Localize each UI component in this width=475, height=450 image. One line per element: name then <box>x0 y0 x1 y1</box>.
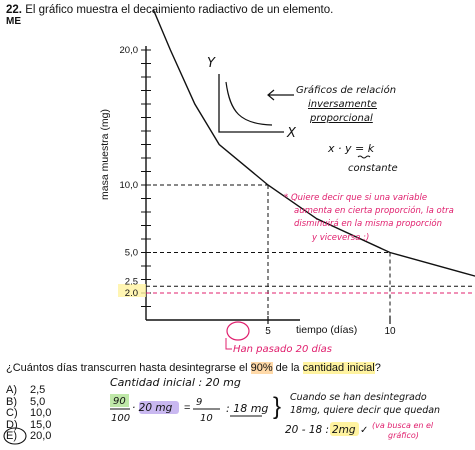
graph-type-line-3: proporcional <box>310 113 373 124</box>
x-axis-label: tiempo (días) <box>296 324 358 336</box>
option-letter: C) <box>6 407 18 419</box>
prompt-before: ¿Cuántos días transcurren hasta desintegrarse el <box>6 362 251 374</box>
mini-curve <box>226 82 272 125</box>
eq-den: 10 <box>200 413 213 424</box>
option-letter: A) <box>6 384 17 396</box>
circle-20 <box>227 322 249 340</box>
y-tick-label: 2.0 <box>124 288 138 299</box>
y-tick-label: 10,0 <box>119 180 138 191</box>
search-note-2: gráfico) <box>388 431 419 440</box>
eq-result: : 18 mg <box>226 402 269 415</box>
option-value: 5,0 <box>30 395 46 408</box>
meaning-line-4: y viceversa :) <box>312 233 370 243</box>
y-axis-label: masa muestra (mg) <box>99 108 111 200</box>
option-letter: E) <box>6 430 17 442</box>
explain-line-2: 18mg, quiere decir que quedan <box>290 405 441 416</box>
decay-curve <box>153 10 475 303</box>
constant-label: constante <box>348 163 398 174</box>
graph-type-line-1: Gráficos de relación <box>296 85 397 96</box>
prompt-highlight: cantidad inicial <box>302 362 375 374</box>
mini-arrow <box>268 90 294 100</box>
meaning-line-3: disminuirá en la misma proporción <box>294 219 443 229</box>
question-number: 22. <box>6 4 22 16</box>
option-value: 2,5 <box>30 384 46 396</box>
option-value: 15,0 <box>30 418 52 431</box>
option-letter: D) <box>6 418 18 431</box>
subtraction: 20 - 18 : <box>285 424 330 436</box>
search-note-1: (va busca en el <box>372 421 434 430</box>
equals-1: = <box>184 402 191 414</box>
explain-line-1: Cuando se han desintegrado <box>290 392 427 403</box>
check-mark: ✓ <box>360 425 369 436</box>
mini-axis-y: Y <box>207 56 215 71</box>
x-tick-label: 10 <box>384 326 396 337</box>
meaning-line-2: aumenta en cierta proporción, la otra <box>294 206 454 216</box>
x-tick-label: 5 <box>265 326 271 337</box>
eq-num: 9 <box>196 397 203 408</box>
answer-e-circle <box>4 428 26 444</box>
days-passed-note: Han pasado 20 días <box>233 344 332 355</box>
times-mg: · 20 mg <box>132 402 173 414</box>
initial-amount: Cantidad inicial : 20 mg <box>110 376 241 389</box>
frac-num: 90 <box>113 396 126 407</box>
mini-axis-x: X <box>287 126 296 141</box>
prompt-mid: de la <box>272 362 303 374</box>
pink-arrow-line <box>226 338 232 349</box>
remaining: 2mg <box>332 424 356 436</box>
y-tick-label: 2.5 <box>124 276 138 288</box>
option-value: 20,0 <box>30 430 52 442</box>
meaning-line-1: * Quiere decir que si una variable <box>284 193 428 203</box>
question-title-text: El gráfico muestra el decaimiento radiactivo de un elemento. <box>25 4 334 16</box>
option-value: 10,0 <box>30 407 52 419</box>
frac-den: 100 <box>111 413 131 424</box>
y-tick-label: 20,0 <box>119 45 138 56</box>
prompt-after: ? <box>374 362 381 374</box>
graph-type-line-2: inversamente <box>308 99 377 110</box>
option-letter: B) <box>6 395 17 408</box>
squiggle <box>358 156 370 158</box>
mini-axes <box>219 74 284 132</box>
question-code: ME <box>6 16 21 27</box>
calculation-overlay <box>0 370 475 450</box>
brace: } <box>273 393 282 420</box>
formula: x · y = k <box>328 142 375 155</box>
y-tick-label: 5,0 <box>124 247 138 259</box>
prompt-percent: 90% <box>250 362 273 374</box>
